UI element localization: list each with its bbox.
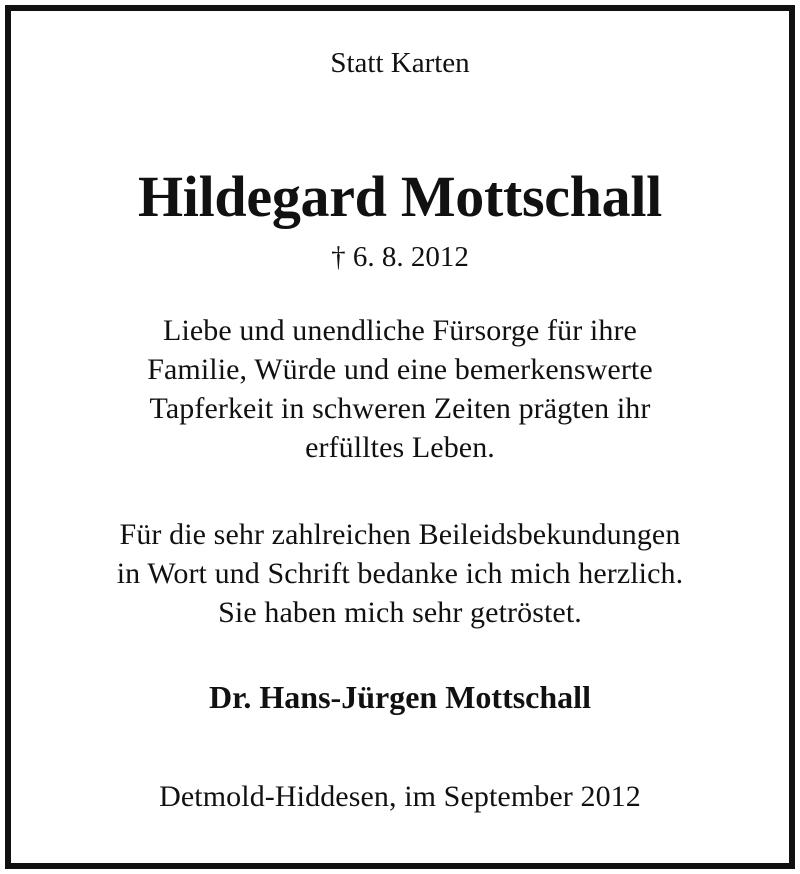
deceased-name: Hildegard Mottschall bbox=[137, 164, 662, 229]
signer-name: Dr. Hans-Jürgen Mottschall bbox=[209, 679, 591, 715]
tribute-line: Liebe und unendliche Fürsorge für ihre bbox=[163, 314, 637, 347]
tribute-line: Tapferkeit in schweren Zeiten prägten ihr bbox=[149, 392, 651, 425]
tribute-line: erfülltes Leben. bbox=[305, 431, 495, 464]
tribute-line: Familie, Würde und eine bemerkenswerte bbox=[147, 353, 653, 386]
death-date: † 6. 8. 2012 bbox=[331, 241, 469, 273]
place-date: Detmold-Hiddesen, im September 2012 bbox=[159, 780, 641, 813]
thanks-line: Sie haben mich sehr getröstet. bbox=[218, 596, 582, 629]
thanks-line: in Wort und Schrift bedanke ich mich herzlich. bbox=[116, 557, 684, 590]
thanks-line: Für die sehr zahlreichen Beileidsbekundungen bbox=[119, 518, 681, 551]
header-text: Statt Karten bbox=[330, 47, 470, 79]
